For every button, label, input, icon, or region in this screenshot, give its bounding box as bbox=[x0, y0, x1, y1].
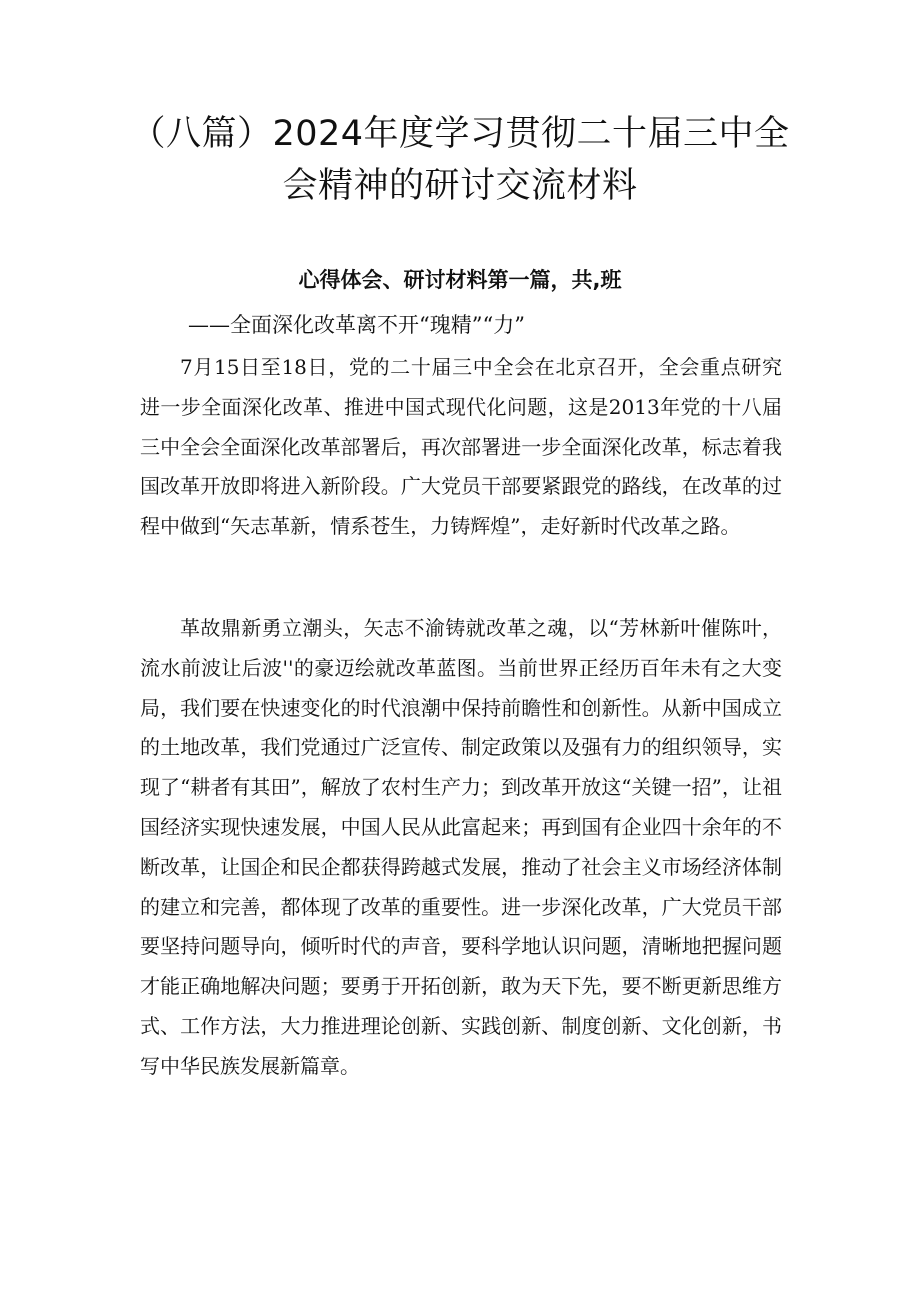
subheading: ——全面深化改革离不开“瑰精”“力” bbox=[188, 313, 525, 337]
document-title: （八篇）2024年度学习贯彻二十届三中全会精神的研讨交流材料 bbox=[130, 114, 790, 206]
body-paragraph: 7月15日至18日，党的二十届三中全会在北京召开，全会重点研究进一步全面深化改革、推进中国式现代化问题，这是2013年党的十八届三中全会全面深化改革部署后，再次部署进一步全面深化改革，标志着我国改革开放即将进入新阶段。广大党员干部要紧跟党的路线，在改革的过程中做到“矢志革新，情系苍生，力铸辉煌”，走好新时代改革之路。 bbox=[140, 355, 782, 539]
section-heading: 心得体会、研讨材料第一篇，共,班 bbox=[298, 268, 622, 292]
body-paragraph: 革故鼎新勇立潮头，矢志不渝铸就改革之魂，以“芳林新叶催陈叶，流水前波让后波''的豪迈绘就改革蓝图。当前世界正经历百年未有之大变局，我们要在快速变化的时代浪潮中保持前瞻性和创新性。从新中国成立的土地改革，我们党通过广泛宣传、制定政策以及强有力的组织领导，实现了“耕者有其田”，解放了农村生产力；到改革开放这“关键一招”，让祖国经济实现快速发展，中国人民从此富起来；再到国有企业四十余年的不断改革，让国企和民企都获得跨越式发展，推动了社会主义市场经济体制的建立和完善，都体现了改革的重要性。进一步深化改革，广大党员干部要坚持问题导向，倾听时代的声音，要科学地认识问题，清晰地把握问题才能正确地解决问题；要勇于开拓创新，敢为天下先，要不断更新思维方式、工作方法，大力推进理论创新、实践创新、制度创新、文化创新，书写中华民族发展新篇章。 bbox=[140, 616, 782, 1078]
